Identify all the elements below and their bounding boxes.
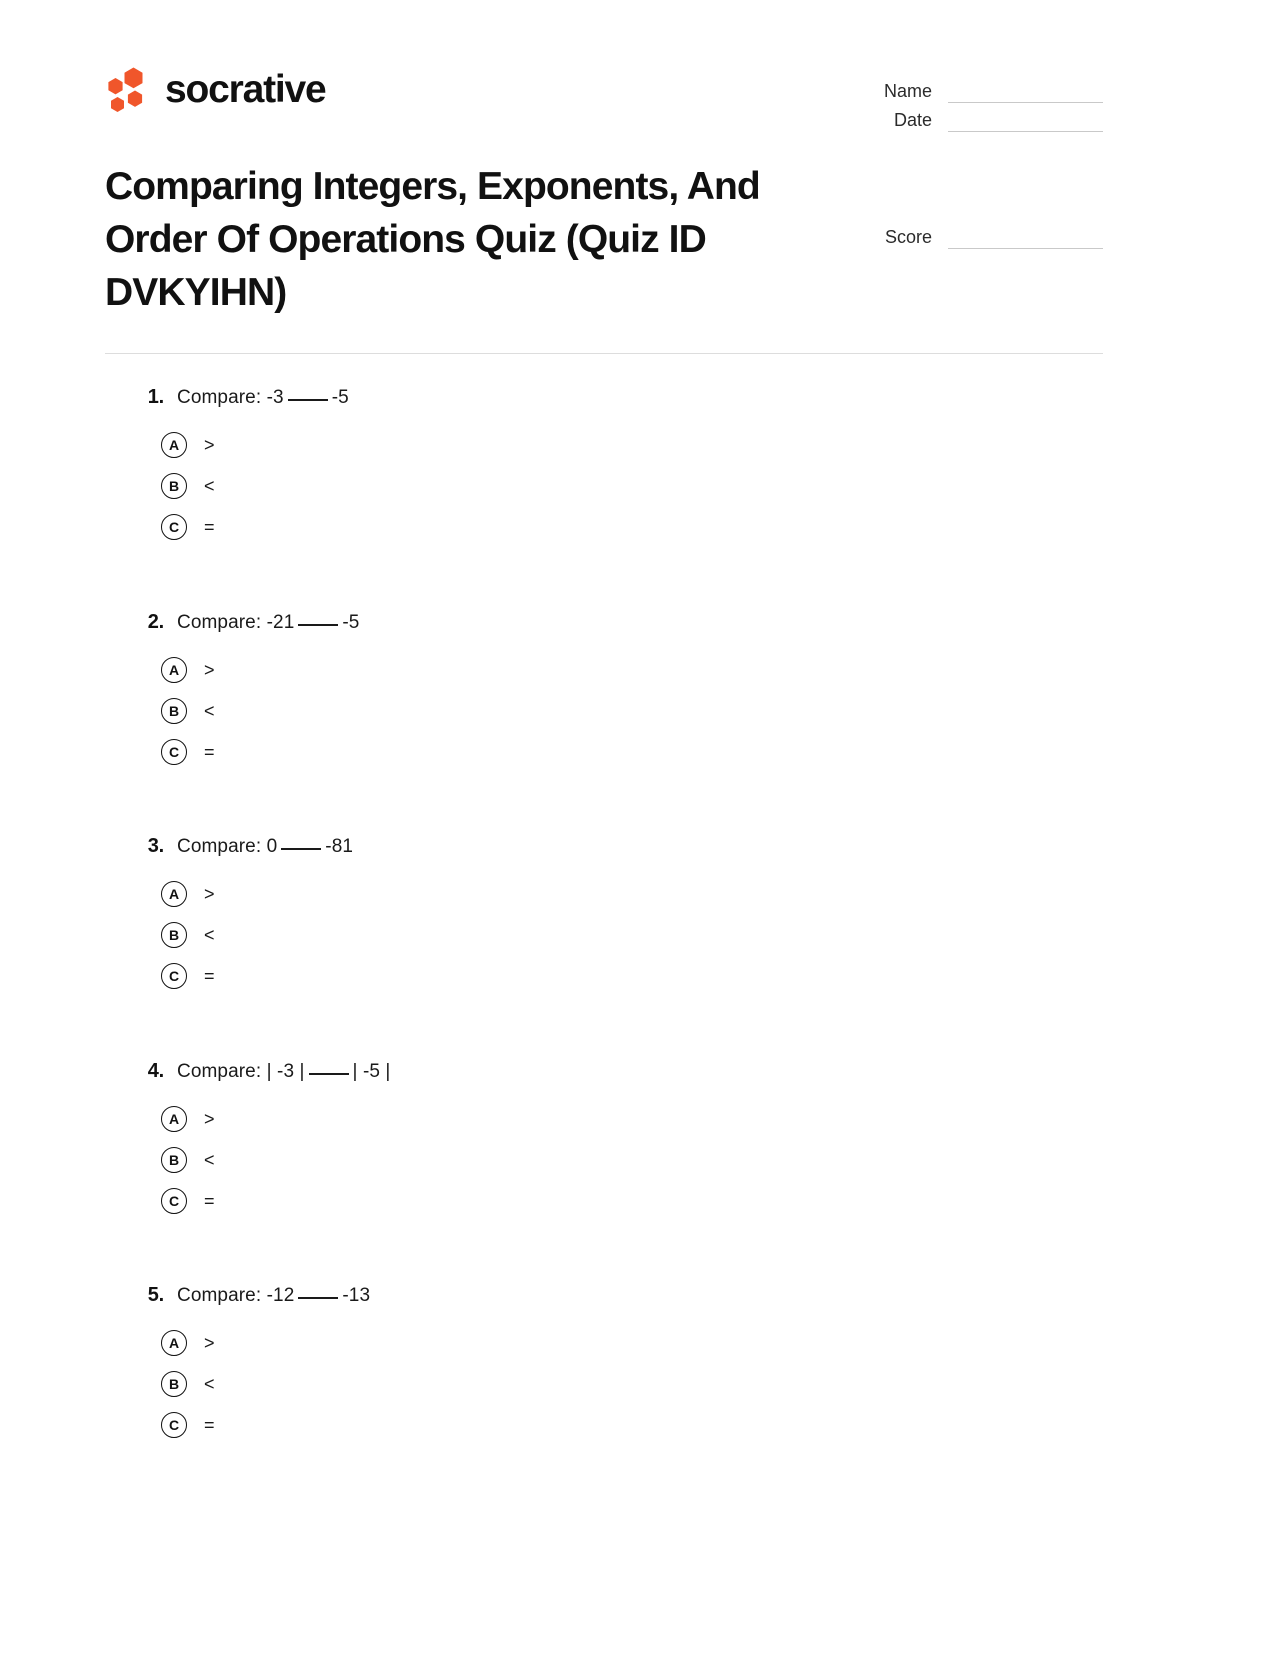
choice-text: =	[204, 966, 215, 987]
choice-bubble[interactable]: A	[161, 432, 187, 458]
question-number: 3.	[147, 835, 164, 858]
choice-bubble[interactable]: C	[161, 1188, 187, 1214]
choice-text: =	[204, 1415, 215, 1436]
question-head	[105, 833, 1103, 861]
choice-row[interactable]	[105, 1139, 1103, 1180]
question-number: 2.	[147, 610, 164, 633]
name-field-row	[870, 74, 1103, 103]
question-number: 4.	[147, 1059, 164, 1082]
hexagon-cluster-icon	[105, 66, 151, 112]
choice-bubble[interactable]: B	[161, 473, 187, 499]
choice-row[interactable]	[105, 1364, 1103, 1405]
question-head	[105, 1058, 1103, 1086]
choice-bubble[interactable]: C	[161, 514, 187, 540]
choice-text: >	[204, 435, 215, 456]
choice-text: <	[204, 925, 215, 946]
choice-row[interactable]	[105, 425, 1103, 466]
answer-blank[interactable]	[288, 399, 328, 401]
score-input-line[interactable]	[948, 229, 1103, 249]
brand-logo	[105, 58, 325, 112]
choice-bubble[interactable]: B	[161, 698, 187, 724]
choice-text: >	[204, 659, 215, 680]
choice-text: >	[204, 1333, 215, 1354]
choice-text: <	[204, 476, 215, 497]
score-label: Score	[884, 227, 932, 247]
question-block	[105, 609, 1103, 773]
question-block	[105, 1282, 1103, 1446]
question-prompt-prefix: Compare: -21	[177, 611, 295, 633]
choice-row[interactable]	[105, 731, 1103, 772]
question-head	[105, 384, 1103, 412]
name-label: Name	[883, 81, 932, 101]
choice-text: <	[204, 700, 215, 721]
choice-list	[105, 1323, 1103, 1446]
choice-row[interactable]	[105, 1098, 1103, 1139]
choice-row[interactable]	[105, 690, 1103, 731]
choice-text: >	[204, 884, 215, 905]
question-head	[105, 1282, 1103, 1310]
choice-list	[105, 1098, 1103, 1221]
choice-row[interactable]	[105, 507, 1103, 548]
question-prompt-suffix: | -5 |	[352, 1060, 391, 1082]
choice-bubble[interactable]: B	[161, 1147, 187, 1173]
question-text	[177, 1058, 390, 1086]
choice-text: =	[204, 1190, 215, 1211]
page-title: Comparing Integers, Exponents, And Order Of Operations Quiz (Quiz ID DVKYIHN)	[105, 165, 760, 315]
question-number: 1.	[147, 386, 164, 409]
question-prompt-suffix: -13	[342, 1285, 371, 1307]
choice-row[interactable]	[105, 1180, 1103, 1221]
date-label: Date	[893, 110, 932, 130]
choice-bubble[interactable]: A	[161, 1106, 187, 1132]
answer-blank[interactable]	[309, 1073, 349, 1075]
question-prompt-prefix: Compare: -12	[177, 1285, 295, 1307]
choice-text: =	[204, 517, 215, 538]
date-input-line[interactable]	[948, 112, 1103, 132]
answer-blank[interactable]	[281, 848, 321, 850]
choice-text: <	[204, 1149, 215, 1170]
choice-row[interactable]	[105, 1405, 1103, 1446]
question-prompt-suffix: -5	[342, 611, 360, 633]
question-prompt-prefix: Compare: -3	[177, 387, 284, 409]
question-block	[105, 833, 1103, 997]
title-area	[105, 160, 1103, 319]
date-field-row	[870, 103, 1103, 132]
question-text	[177, 1282, 370, 1310]
answer-blank[interactable]	[298, 1297, 338, 1299]
student-info-fields	[870, 58, 1103, 132]
questions-list	[105, 384, 1103, 1446]
question-block	[105, 384, 1103, 548]
choice-bubble[interactable]: A	[161, 657, 187, 683]
brand-name: socrative	[165, 67, 326, 111]
choice-list	[105, 425, 1103, 548]
choice-row[interactable]	[105, 874, 1103, 915]
choice-bubble[interactable]: A	[161, 1330, 187, 1356]
score-field-row	[870, 228, 1103, 249]
choice-row[interactable]	[105, 649, 1103, 690]
choice-bubble[interactable]: C	[161, 963, 187, 989]
question-text	[177, 833, 353, 861]
choice-list	[105, 649, 1103, 772]
answer-blank[interactable]	[298, 624, 338, 626]
page-header	[105, 58, 1103, 132]
question-text	[177, 384, 349, 412]
question-prompt-suffix: -81	[325, 836, 354, 858]
question-prompt-suffix: -5	[331, 387, 349, 409]
header-divider	[105, 353, 1103, 354]
name-input-line[interactable]	[948, 83, 1103, 103]
choice-bubble[interactable]: C	[161, 1412, 187, 1438]
question-prompt-prefix: Compare: 0	[177, 836, 278, 858]
question-prompt-prefix: Compare: | -3 |	[177, 1060, 305, 1082]
choice-bubble[interactable]: C	[161, 739, 187, 765]
question-number: 5.	[147, 1284, 164, 1307]
question-head	[105, 609, 1103, 637]
choice-bubble[interactable]: A	[161, 881, 187, 907]
choice-bubble[interactable]: B	[161, 1371, 187, 1397]
choice-bubble[interactable]: B	[161, 922, 187, 948]
choice-row[interactable]	[105, 915, 1103, 956]
question-text	[177, 609, 359, 637]
choice-row[interactable]	[105, 1323, 1103, 1364]
choice-list	[105, 874, 1103, 997]
choice-text: <	[204, 1374, 215, 1395]
choice-row[interactable]	[105, 956, 1103, 997]
choice-text: >	[204, 1108, 215, 1129]
choice-text: =	[204, 741, 215, 762]
choice-row[interactable]	[105, 466, 1103, 507]
question-block	[105, 1058, 1103, 1222]
